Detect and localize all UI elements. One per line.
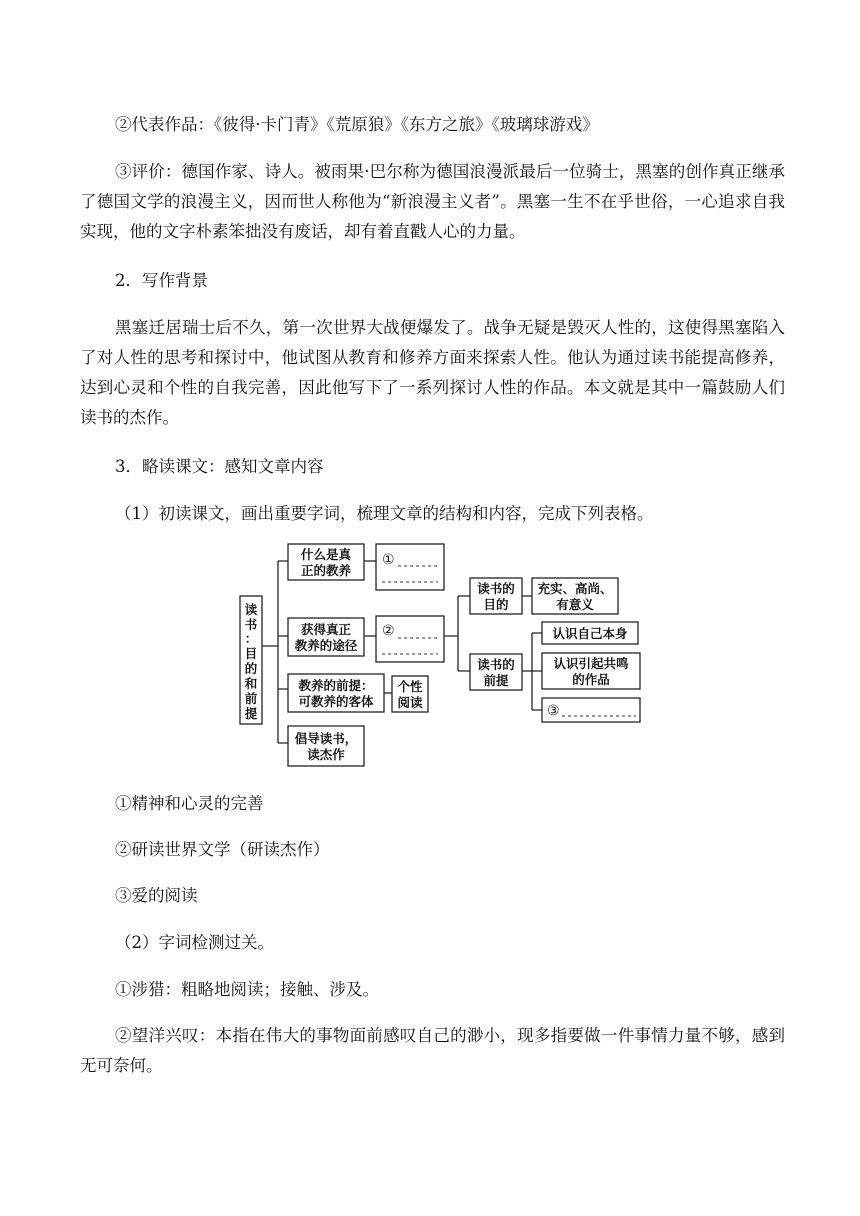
- personal-reading-line1: 个性: [397, 679, 423, 694]
- education-path-line2: 教养的途径: [294, 638, 358, 653]
- reading-purpose-line1: 读书的: [477, 581, 515, 596]
- root-char: 前: [244, 691, 258, 706]
- know-self-text: 认识自己本身: [552, 626, 628, 641]
- what-is-education-line1: 什么是真: [300, 547, 352, 562]
- task-one-instruction: （1）初读课文，画出重要字词，梳理文章的结构和内容，完成下列表格。: [115, 504, 654, 523]
- writing-background-heading: 2．写作背景: [115, 271, 208, 290]
- root-bracket: [262, 561, 288, 743]
- evaluation-paragraph: ③评价：德国作家、诗人。被雨果·巴尔称为德国浪漫派最后一位骑士，黑塞的创作真正继承了德国文学的浪漫主义，因而世人称他为“新浪漫主义者”。黑塞一生不在乎世俗，一心追求自我实现，他的文字朴素笨拙没有废话，却有着直戳人心的力量。: [80, 162, 785, 241]
- path-bracket: [444, 596, 470, 671]
- reading-prerequisite-line2: 前提: [483, 673, 509, 688]
- structure-diagram: [236, 538, 646, 770]
- root-char: ：: [244, 631, 258, 646]
- blank-three-number: ③: [547, 703, 560, 719]
- skim-reading-heading: 3．略读课文：感知文章内容: [115, 457, 324, 476]
- advocate-reading-line2: 读杰作: [307, 747, 345, 762]
- personal-reading-line2: 阅读: [397, 695, 423, 710]
- root-char: 书: [244, 617, 258, 632]
- root-char: 目: [244, 646, 258, 661]
- reading-purpose-line2: 目的: [483, 597, 509, 612]
- education-premise-line1: 教养的前提：: [298, 678, 374, 693]
- word-check-two: ②望洋兴叹：本指在伟大的事物面前感叹自己的渺小，现多指要做一件事情力量不够，感到无可奈何。: [80, 1026, 785, 1075]
- answer-three: ③爱的阅读: [115, 886, 198, 905]
- purpose-value-line2: 有意义: [556, 597, 594, 612]
- root-char: 读: [244, 602, 258, 617]
- word-check-one: ①涉猎：粗略地阅读；接触、涉及。: [115, 980, 379, 999]
- root-char: 和: [244, 676, 258, 691]
- purpose-value-line1: 充实、高尚、: [537, 581, 613, 596]
- resonant-works-line1: 认识引起共鸣: [553, 656, 629, 671]
- representative-works-paragraph: ②代表作品：《彼得·卡门青》《荒原狼》《东方之旅》《玻璃球游戏》: [115, 115, 599, 134]
- blank-one-number: ①: [382, 552, 395, 568]
- answer-one: ①精神和心灵的完善: [115, 794, 264, 813]
- resonant-works-line2: 的作品: [572, 672, 610, 687]
- reading-prerequisite-line1: 读书的: [477, 657, 515, 672]
- answer-two: ②研读世界文学（研读杰作）: [115, 840, 330, 859]
- blank-two-number: ②: [382, 623, 395, 639]
- advocate-reading-line1: 倡导读书，: [294, 731, 358, 746]
- education-premise-line2: 可教养的客体: [298, 694, 374, 709]
- root-char: 提: [244, 706, 258, 721]
- what-is-education-line2: 正的教养: [300, 563, 352, 578]
- prerequisite-bracket: [522, 633, 542, 710]
- education-path-line1: 获得真正: [300, 622, 352, 637]
- root-char: 的: [244, 661, 258, 676]
- writing-background-paragraph: 黑塞迁居瑞士后不久，第一次世界大战便爆发了。战争无疑是毁灭人性的，这使得黑塞陷入了对人性的思考和探讨中，他试图从教育和修养方面来探索人性。他认为通过读书能提高修养，达到心灵和个性的自我完善，因此他写下了一系列探讨人性的作品。本文就是其中一篇鼓励人们读书的杰作。: [80, 318, 785, 427]
- task-two-instruction: （2）字词检测过关。: [115, 933, 274, 952]
